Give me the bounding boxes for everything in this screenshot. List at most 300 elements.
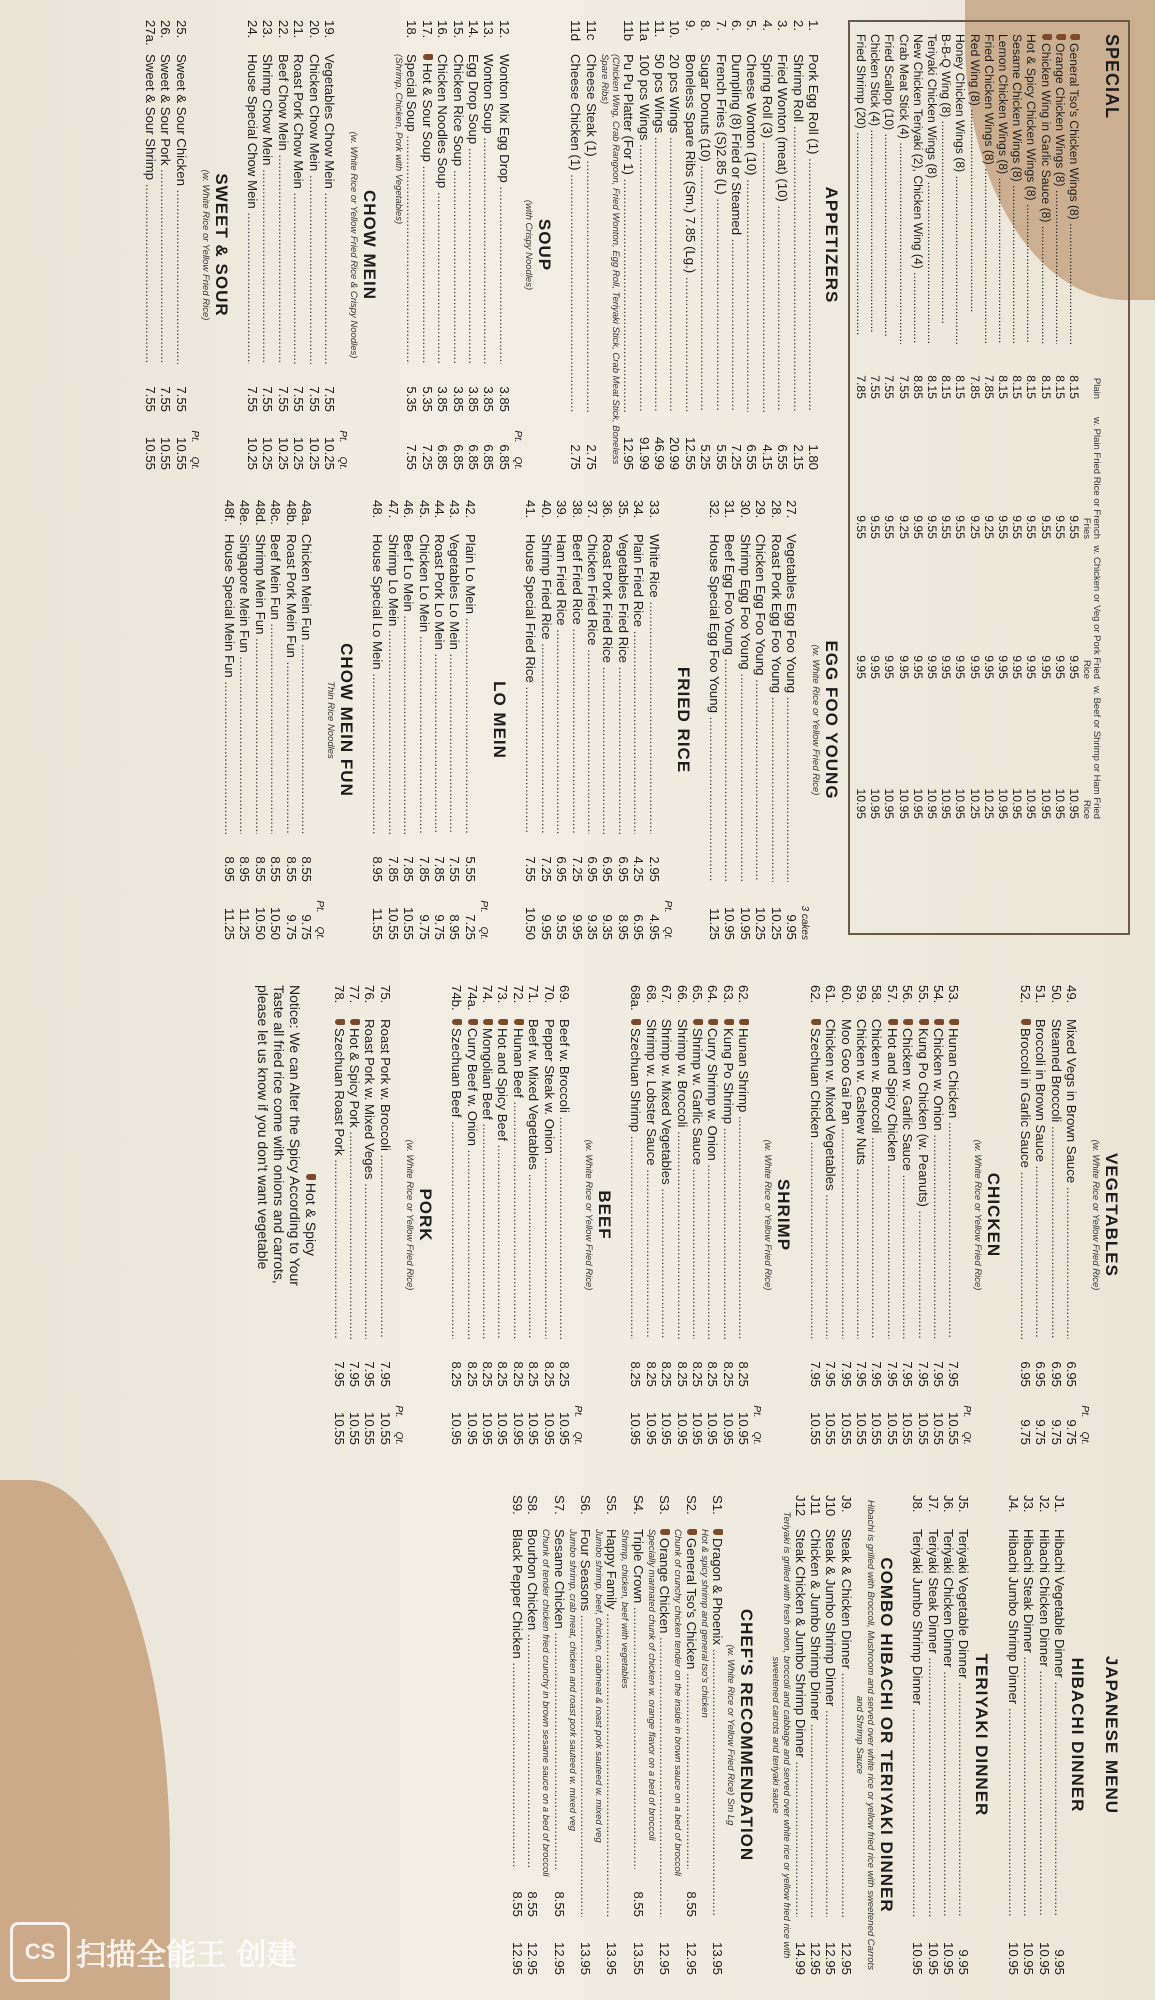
section-title: SOUP xyxy=(534,218,554,272)
section-title: CHICKEN xyxy=(984,1172,1004,1258)
menu-item xyxy=(283,500,298,940)
item-price: 13.95 xyxy=(604,1941,620,1975)
chili-pepper-icon xyxy=(888,1019,898,1025)
special-item-price: 10.95 xyxy=(882,788,897,819)
item-price: 7.85 xyxy=(416,856,432,882)
item-price: 7.55 xyxy=(306,386,322,412)
item-name: Szechuan Shrimp ..... xyxy=(628,1019,643,1339)
item-number: 54. xyxy=(930,985,946,1004)
special-item-price: 7.85 xyxy=(967,375,982,399)
item-number: J5. xyxy=(956,1495,972,1513)
item-name: Chicken w. Cashew Nuts ..... xyxy=(854,1019,869,1339)
item-price: 7.95 xyxy=(930,1361,946,1387)
item-price: 10.55 xyxy=(347,1411,362,1445)
size-header: Qt. xyxy=(961,1431,973,1445)
item-price: 8.55 xyxy=(252,856,268,882)
special-item-price: 9.95 xyxy=(939,655,954,679)
size-header: Pt. xyxy=(961,1405,973,1418)
special-item-name: Fried Scallop (10) ..... xyxy=(882,34,896,344)
menu-item xyxy=(643,985,658,1445)
special-item-price: 9.95 xyxy=(967,655,982,679)
item-name: Fried Wonton (meat) (10) ..... xyxy=(775,54,790,412)
menu-item xyxy=(554,500,569,940)
item-name: Hot and Spicy Chicken ..... xyxy=(884,1019,899,1339)
item-price: 2.75 xyxy=(568,444,584,470)
menu-item xyxy=(466,20,481,470)
item-number: 52. xyxy=(1017,985,1033,1004)
item-price: 10.25 xyxy=(768,906,784,940)
chili-pepper-icon xyxy=(687,1529,697,1535)
item-number: 77. xyxy=(347,985,362,1004)
menu-item xyxy=(682,20,697,470)
special-item-price: 10.95 xyxy=(1052,788,1067,819)
special-item-name: Fried Chicken Wings (8) ..... xyxy=(982,34,996,344)
item-price: 9.95 xyxy=(956,1949,972,1975)
item-price: 10.25 xyxy=(260,436,276,470)
size-header: Pt. xyxy=(392,1405,404,1418)
item-price: 10.55 xyxy=(823,1411,839,1445)
item-price: 12.95 xyxy=(525,1941,541,1975)
special-item-name: Crab Meat Stick (4) ..... xyxy=(896,34,910,344)
menu-item xyxy=(753,500,768,940)
item-name: Chicken w. Broccoli ..... xyxy=(869,1019,884,1339)
item-name: House Special Egg Foo Young ..... xyxy=(707,534,722,882)
item-name: Roast Pork Chow Mein ..... xyxy=(291,54,306,364)
item-name: Shrimp w. Broccoli ..... xyxy=(674,1019,689,1339)
menu-item xyxy=(401,500,416,940)
item-price: 10.95 xyxy=(940,1941,956,1975)
size-headers xyxy=(478,500,489,940)
menu-item xyxy=(557,985,572,1445)
item-price: 14.99 xyxy=(792,1941,808,1975)
size-header: Qt. xyxy=(392,1431,404,1445)
item-price: 5.25 xyxy=(698,444,714,470)
special-item-row xyxy=(939,34,953,921)
special-item-price: 10.95 xyxy=(896,788,911,819)
menu-item xyxy=(449,985,464,1445)
item-name: House Special Mein Fun ..... xyxy=(222,534,237,834)
item-price: 8.25 xyxy=(628,1361,644,1387)
size-headers xyxy=(314,500,325,940)
item-price: 10.55 xyxy=(377,1411,393,1445)
special-item-price: 8.15 xyxy=(1024,375,1039,399)
special-item-price: 7.85 xyxy=(981,375,996,399)
item-number: 48a. xyxy=(299,500,315,526)
item-number: S9. xyxy=(509,1495,525,1515)
menu-item xyxy=(404,20,419,470)
item-price: 7.85 xyxy=(385,856,401,882)
special-item-name: Lemon Chicken Wings (8) ..... xyxy=(996,34,1010,344)
special-item-price: 9.55 xyxy=(953,515,968,539)
menu-item xyxy=(737,500,752,940)
item-number: 1. xyxy=(806,20,821,31)
item-description: Chunk of tender chicken fried crunchy in brown sesame sauce on a bed of broccoli xyxy=(540,1529,552,1877)
item-number: 47. xyxy=(385,500,401,519)
special-item-price: 8.15 xyxy=(1010,375,1025,399)
item-price: 12.95 xyxy=(823,1941,839,1975)
item-price: 7.55 xyxy=(291,386,307,412)
item-number: 15. xyxy=(450,20,466,39)
item-price: 10.95 xyxy=(557,1411,573,1445)
menu-item xyxy=(142,20,157,470)
item-number: 18. xyxy=(404,20,420,39)
size-headers xyxy=(1079,985,1090,1445)
item-number: 28. xyxy=(768,500,784,519)
item-price: 10.95 xyxy=(449,1411,465,1445)
special-item-row xyxy=(996,34,1010,921)
item-number: 23. xyxy=(260,20,276,39)
item-name: Beef Mein Fun ..... xyxy=(268,534,283,834)
special-item-price: 10.95 xyxy=(953,788,968,819)
item-number: 35. xyxy=(615,500,631,519)
menu-item xyxy=(946,985,961,1445)
special-item-name: Chicken Stick (4) ..... xyxy=(868,34,882,344)
special-item-price: 7.55 xyxy=(868,375,883,399)
item-price: 7.95 xyxy=(838,1361,854,1387)
item-name: 50 pcs Wings ..... xyxy=(652,54,667,412)
chili-pepper-icon xyxy=(306,1174,316,1180)
chili-pepper-icon xyxy=(350,1019,360,1025)
item-name: 20 pcs Wings ..... xyxy=(667,54,682,412)
item-number: J4. xyxy=(1005,1495,1021,1513)
special-item-price: 9.55 xyxy=(868,515,883,539)
special-item-price: 7.55 xyxy=(882,375,897,399)
menu-item xyxy=(652,20,667,470)
special-item-price: 9.95 xyxy=(882,655,897,679)
menu-item xyxy=(370,500,385,940)
item-name: Curry Beef w. Onion ..... xyxy=(464,1019,479,1339)
item-number: J1. xyxy=(1052,1495,1067,1513)
menu-item xyxy=(925,1495,940,1975)
size-header: Qt. xyxy=(477,926,489,940)
special-price-header: w. Beef or Shrimp or Ham Fried Rice xyxy=(1081,685,1102,819)
item-name: Steak & Jumbo Shrimp Dinner ..... xyxy=(823,1529,838,1917)
special-item-price: 9.95 xyxy=(896,655,911,679)
menu-item xyxy=(792,1495,807,1975)
item-price: 6.85 xyxy=(450,444,466,470)
item-number: 46. xyxy=(401,500,417,519)
item-name: Kung Po Shrimp ..... xyxy=(721,1019,736,1339)
item-name: Chicken & Jumbo Shrimp Dinner ..... xyxy=(808,1529,823,1917)
special-item-price: 9.55 xyxy=(882,515,897,539)
special-item-row xyxy=(1053,34,1067,921)
menu-item xyxy=(838,985,853,1445)
menu-item xyxy=(698,20,713,470)
item-price: 10.55 xyxy=(362,1411,378,1445)
menu-item xyxy=(275,20,290,470)
menu-item xyxy=(900,985,915,1445)
item-name: Broccoli in Brown Sauce ..... xyxy=(1033,1019,1048,1339)
item-price: 10.55 xyxy=(853,1411,869,1445)
item-name: Szechuan Roast Pork ..... xyxy=(331,1019,346,1339)
item-number: 5. xyxy=(744,20,760,31)
menu-item xyxy=(245,20,260,470)
special-item-row xyxy=(953,34,967,921)
item-price: 11.25 xyxy=(706,907,722,940)
item-price: 10.95 xyxy=(495,1411,511,1445)
menu-item xyxy=(419,20,434,470)
item-price: 9.75 xyxy=(1048,1419,1064,1445)
chili-pepper-icon xyxy=(693,1019,703,1025)
item-price: 7.95 xyxy=(869,1361,885,1387)
item-price: 8.55 xyxy=(268,856,284,882)
item-price: 7.55 xyxy=(447,856,463,882)
item-price: 8.55 xyxy=(283,856,299,882)
menu-item xyxy=(690,985,705,1445)
item-number: 48f. xyxy=(222,500,238,522)
menu-item xyxy=(464,985,479,1445)
item-name: Chicken Rice Soup ..... xyxy=(450,54,465,364)
item-price: 2.15 xyxy=(790,444,806,470)
section-note: Thin Rice Noodles xyxy=(325,681,337,759)
special-item-price: 8.85 xyxy=(910,375,925,399)
item-price: 6.95 xyxy=(554,856,570,882)
item-price: 9.95 xyxy=(784,914,799,940)
item-price: 9.55 xyxy=(554,914,570,940)
special-item-price: 9.95 xyxy=(981,655,996,679)
item-name: Chicken Mein Fun ..... xyxy=(299,534,314,834)
menu-item xyxy=(721,985,736,1445)
special-item-price: 8.15 xyxy=(924,375,939,399)
item-name: Dragon & Phoenix ..... xyxy=(710,1529,725,1917)
section-title: LO MEIN xyxy=(489,681,509,759)
menu-item xyxy=(306,20,321,470)
item-number: 20. xyxy=(306,20,322,39)
menu-item xyxy=(1048,985,1063,1445)
special-item-row xyxy=(882,34,896,921)
section-footnote: Teriyaki is grilled with fresh onion, broccoli and cabbage and served over white rice or yellow fried rice with sweetened carrots and teriyaki sauce xyxy=(770,1511,793,1959)
menu-item xyxy=(910,1495,925,1975)
menu-item xyxy=(631,500,646,940)
item-price: 8.95 xyxy=(370,856,386,882)
special-item-row xyxy=(925,34,939,921)
special-price-headers xyxy=(1081,344,1101,921)
special-item-price: 9.95 xyxy=(1024,655,1039,679)
item-price: 12.95 xyxy=(807,1941,823,1975)
menu-item xyxy=(722,500,737,940)
item-number: 48e. xyxy=(237,500,253,526)
item-price: 7.55 xyxy=(260,386,276,412)
special-item-name: B-B-Q Wing (8) ..... xyxy=(939,34,953,344)
item-number: 11b xyxy=(621,20,637,42)
size-header: Pt. xyxy=(661,900,673,913)
item-name: French Fries (S)2.85 (L) ..... xyxy=(713,54,728,412)
item-price: 10.55 xyxy=(884,1411,900,1445)
menu-item xyxy=(838,1495,853,1975)
size-header: 3 cakes xyxy=(799,905,810,940)
chili-pepper-icon xyxy=(498,1019,508,1025)
item-price: 8.25 xyxy=(736,1361,752,1387)
size-headers xyxy=(572,985,583,1445)
item-number: 73. xyxy=(495,985,511,1004)
item-price: 10.95 xyxy=(722,906,738,940)
item-description: (Shrimp, Chicken, Pork with Vegetables) xyxy=(393,54,405,225)
item-name: Roast Pork Egg Foo Young ..... xyxy=(768,534,783,882)
special-item-row xyxy=(1067,34,1081,921)
item-price: 4.15 xyxy=(759,444,775,470)
menu-column xyxy=(0,20,855,470)
menu-item xyxy=(667,20,682,470)
special-item-name: Hot & Spicy Chicken Wings (8) ..... xyxy=(1024,34,1038,344)
special-box xyxy=(848,20,1130,935)
item-name: Broccoli in Garlic Sauce ..... xyxy=(1017,1019,1032,1339)
item-number: 59. xyxy=(853,985,869,1004)
spicy-notice xyxy=(255,985,319,1445)
watermark-text: 扫描全能王 创建 xyxy=(76,1938,297,1973)
item-name: Chicken Lo Mein ..... xyxy=(416,534,431,834)
size-header: Qt. xyxy=(511,456,523,470)
item-number: 61. xyxy=(823,985,839,1004)
special-item-price: 8.15 xyxy=(953,375,968,399)
item-name: Cheese Wonton (10) ..... xyxy=(744,54,759,412)
item-price: 6.95 xyxy=(600,856,616,882)
item-number: 64. xyxy=(705,985,721,1004)
item-number: 69. xyxy=(557,985,573,1004)
item-price: 10.55 xyxy=(158,436,174,470)
item-price: 10.95 xyxy=(464,1411,480,1445)
special-item-price: 9.95 xyxy=(910,655,925,679)
item-price: 9.75 xyxy=(1064,1419,1079,1445)
menu-item xyxy=(784,500,799,940)
item-price: 8.25 xyxy=(510,1361,526,1387)
menu-item xyxy=(628,985,643,1445)
item-name: Vegetables Egg Foo Young ..... xyxy=(784,534,799,882)
item-name: Singapore Mein Fun ..... xyxy=(237,534,252,834)
special-item-price: 10.95 xyxy=(1067,788,1081,819)
item-price: 6.85 xyxy=(496,444,512,470)
item-name: Szechuan Chicken ..... xyxy=(807,1019,822,1339)
chili-pepper-icon xyxy=(934,1019,944,1025)
menu-item xyxy=(447,500,462,940)
item-number: 31. xyxy=(722,500,738,519)
special-item-price: 9.95 xyxy=(1010,655,1025,679)
chili-pepper-icon xyxy=(452,1019,462,1025)
item-name: Beef w. Mixed Vegetables ..... xyxy=(526,1019,541,1339)
special-item-price: 10.95 xyxy=(1024,788,1039,819)
special-item-price: 9.55 xyxy=(853,515,868,539)
special-item-price: 9.55 xyxy=(1067,515,1081,539)
item-number: 60. xyxy=(838,985,854,1004)
menu-item xyxy=(509,1495,524,1975)
section-title: SHRIMP xyxy=(774,1178,794,1252)
item-name: House Special Chow Mein ..... xyxy=(245,54,260,364)
item-name: Hibachi Jumbo Shrimp Dinner ..... xyxy=(1005,1529,1020,1917)
section-title: VEGETABLES xyxy=(1102,1153,1121,1277)
menu-item xyxy=(808,1495,823,1975)
menu-item xyxy=(1052,1495,1067,1975)
item-number: 26. xyxy=(158,20,174,39)
size-header: Qt. xyxy=(572,1431,584,1445)
item-name: Ham Fried Rice ..... xyxy=(554,534,569,834)
item-number: 29. xyxy=(753,500,769,519)
item-number: 44. xyxy=(432,500,448,519)
menu-item xyxy=(585,500,600,940)
menu-item xyxy=(158,20,173,470)
item-price: 6.95 xyxy=(1033,1361,1049,1387)
item-price: 9.75 xyxy=(299,914,315,940)
item-name: Pork Egg Roll (1) ..... xyxy=(806,54,821,412)
size-headers xyxy=(512,20,523,470)
item-name: Moo Goo Gai Pan ..... xyxy=(838,1019,853,1339)
menu-column xyxy=(0,1495,1135,1975)
special-item-name: Orange Chicken Wings (8) ..... xyxy=(1053,34,1067,344)
special-title: SPECIAL xyxy=(1102,34,1122,120)
item-price: 6.95 xyxy=(631,914,647,940)
menu-item xyxy=(268,500,283,940)
special-item-row xyxy=(896,34,910,921)
item-price: 9.35 xyxy=(600,914,616,940)
special-price-header: Plain xyxy=(1091,377,1102,399)
item-price: 7.55 xyxy=(245,386,261,412)
item-description: Jumbo shrimp, beef, chicken, crabmeat & roast pork sauteed w. mixed veg xyxy=(593,1529,605,1843)
menu-item xyxy=(823,985,838,1445)
item-name: Shrimp Fried Rice ..... xyxy=(538,534,553,834)
item-price: 13.95 xyxy=(710,1941,726,1975)
special-item-row xyxy=(1038,34,1052,921)
item-price: 10.55 xyxy=(915,1411,931,1445)
item-price: 8.25 xyxy=(705,1361,721,1387)
item-price: 7.95 xyxy=(347,1361,362,1387)
special-item-price: 9.95 xyxy=(1038,655,1053,679)
item-price: 10.95 xyxy=(1005,1941,1021,1975)
item-price: 10.95 xyxy=(1036,1941,1052,1975)
item-number: 55. xyxy=(915,985,931,1004)
item-number: 16. xyxy=(435,20,451,39)
menu-column xyxy=(0,985,1135,1445)
section-title: APPETIZERS xyxy=(822,186,841,304)
item-price: 10.55 xyxy=(900,1411,916,1445)
item-price: 7.95 xyxy=(362,1361,378,1387)
item-number: 41. xyxy=(523,500,539,519)
item-number: 33. xyxy=(646,500,662,519)
item-number: 30. xyxy=(737,500,753,519)
item-price: 6.95 xyxy=(615,856,631,882)
menu-item xyxy=(432,500,447,940)
item-name: Pu Pu Platter (For 1) ..... xyxy=(621,54,636,412)
special-item-price: 10.95 xyxy=(868,788,883,819)
menu-item xyxy=(463,500,478,940)
item-price: 10.95 xyxy=(541,1411,557,1445)
menu-item xyxy=(551,1495,566,1975)
item-price: 8.25 xyxy=(449,1361,465,1387)
notice-line: Taste all fried rice come with onions and carrots, xyxy=(271,985,288,1284)
size-headers xyxy=(189,20,200,470)
item-name: Roast Pork w. Mixed Veges ..... xyxy=(362,1019,377,1339)
size-header: Pt. xyxy=(477,900,489,913)
item-price: 5.55 xyxy=(713,444,729,470)
item-number: 27. xyxy=(784,500,799,519)
item-name: Steak & Chicken Dinner ..... xyxy=(838,1529,853,1917)
section-title: CHOW MEIN xyxy=(360,189,380,301)
item-name: Vegetables Chow Mein ..... xyxy=(322,54,337,364)
item-price: 3.85 xyxy=(466,386,482,412)
chili-pepper-icon xyxy=(739,1019,749,1025)
menu-item xyxy=(222,500,237,940)
special-item-row xyxy=(967,34,981,921)
item-name: Shrimp Egg Foo Young ..... xyxy=(737,534,752,882)
item-name: Shrimp Chow Mein ..... xyxy=(260,54,275,364)
item-price: 10.50 xyxy=(252,906,268,940)
item-price: 11.25 xyxy=(222,907,238,940)
menu-item xyxy=(252,500,267,940)
item-price: 7.25 xyxy=(462,914,478,940)
item-number: 74. xyxy=(480,985,496,1004)
item-price: 6.95 xyxy=(584,856,600,882)
menu-item xyxy=(583,20,598,470)
item-price: 5.55 xyxy=(462,856,478,882)
menu-item xyxy=(541,985,556,1445)
item-price: 9.95 xyxy=(1052,1949,1067,1975)
